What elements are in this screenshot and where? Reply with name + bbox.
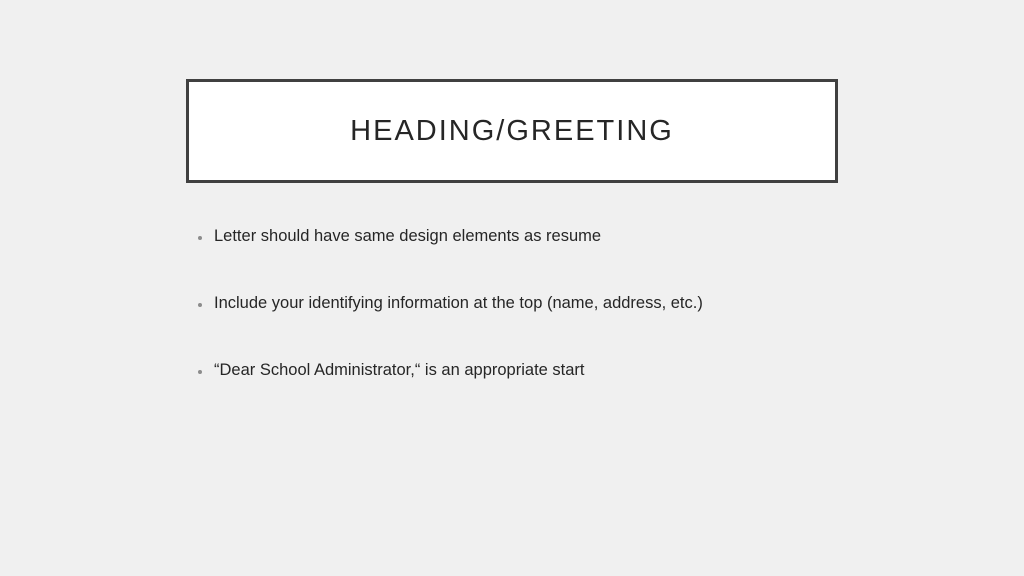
bullet-text: Letter should have same design elements as resume	[214, 227, 602, 245]
bullet-item	[196, 224, 836, 252]
bullet-text: “Dear School Administrator,“ is an appropriate start	[214, 361, 585, 379]
bullet-text: Include your identifying information at the top (name, address, etc.)	[214, 294, 703, 312]
title-box	[186, 79, 838, 183]
bullet-dot-icon	[198, 236, 202, 240]
slide-title: HEADING/GREETING	[350, 114, 674, 147]
bullet-dot-icon	[198, 303, 202, 307]
bullet-item	[196, 358, 836, 386]
bullet-list	[196, 224, 836, 425]
bullet-dot-icon	[198, 370, 202, 374]
bullet-item	[196, 291, 836, 319]
